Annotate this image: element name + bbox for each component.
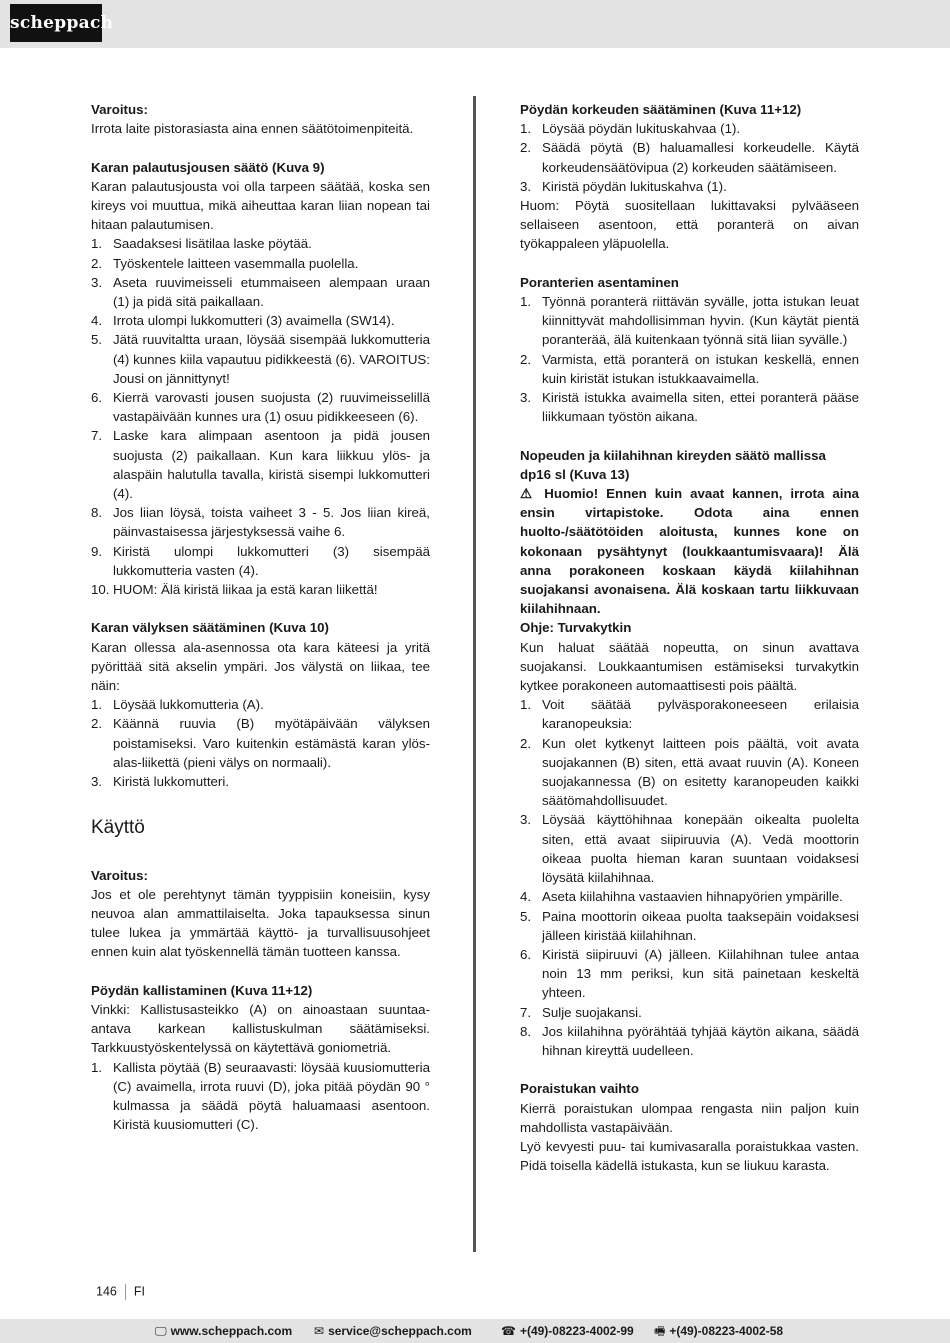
list-text: Kiristä siipiruuvi (A) jälleen. Kiilahihnan tulee antaa noin 13 mm periksi, kun sitä painetaan keskeltä yhteen. [542,946,859,1001]
list-item [520,734,859,811]
list-number: 2. [520,351,532,367]
list-text: Työskentele laitteen vasemmalla puolella. [113,255,359,271]
section-heading: Karan palautusjousen säätö (Kuva 9) [91,159,325,175]
header-bar [0,0,950,48]
list-text: Sulje suojakansi. [542,1004,642,1020]
section [91,981,430,1135]
paragraph: Kun haluat säätää nopeutta, on sinun avattava suojakansi. Loukkaantumisen estämiseksi turvakytkin kytkee porakoneen automaattisesti pois päältä. [520,639,859,694]
list-item [91,388,430,426]
list-text: Varmista, että poranterä on istukan keskellä, ennen kuin kiristät istukan istukkaavaimella. [542,351,859,386]
website-contact[interactable] [155,1319,292,1343]
list-text: Kiristä ulompi lukkomutteri (3) sisempää lukkomutteria vasten (4). [113,543,430,578]
numbered-list [91,1058,430,1135]
list-number: 5. [91,332,103,348]
email-link[interactable]: service@scheppach.com [328,1324,472,1338]
list-number: 2. [91,716,103,732]
contact-bar [0,1319,950,1343]
list-number: 1. [520,697,532,713]
section-subheading: Ohje: Turvakytkin [520,620,632,636]
list-text: Saadaksesi lisätilaa laske pöytää. [113,236,312,252]
mail-icon: ✉ [314,1324,325,1338]
paragraph: Vinkki: Kallistusasteikko (A) on ainoastaan suuntaa-antava karkean kallistuskulman säätämiseksi. Tarkkuustyöskentelyssä on käytettävä goniometriä. [91,1002,430,1056]
list-number: 2. [91,255,103,271]
list-item [520,945,859,1003]
list-text: Työnnä poranterä riittävän syvälle, jotta istukan leuat kiinnittyvät mahdollisimman hyvin. (Kun käytät pientä poranterää, älä kuitenkaan työnnä sitä liian syvälle.) [542,294,859,348]
list-text: Kierrä varovasti jousen suojusta (2) ruuvimeisselillä vastapäivään kunnes ura (1) osuu pidikkeeseen (6). [113,390,430,425]
list-number: 10. [91,582,110,598]
phone-icon: ☎ [501,1324,516,1338]
list-number: 8. [520,1023,532,1039]
list-item [91,580,430,599]
list-text: Kallista pöytää (B) seuraavasti: löysää kuusiomutteria (C) avaimella, irrota ruuvi (D), joka pitää pöydän 90 ° kulmassa ja säädä pöytä haluamaasi asentoon. Kiristä kuusiomutteri (C). [113,1059,430,1133]
paragraph: Karan palautusjousta voi olla tarpeen säätää, koska sen kireys voi muuttua, mikä aiheuttaa karan liian nopean tai hitaan palautumisen. [91,178,430,233]
fax-icon: 🖷 [654,1324,666,1338]
list-number: 1. [520,121,532,137]
list-number: 9. [91,543,103,559]
numbered-list [91,695,430,791]
section-heading: Varoitus: [91,867,148,883]
list-text: Laske kara alimpaan asentoon ja pidä jousen suojusta (2) paikallaan. Kun kara liikkuu ylös- ja alaspäin halutulla tavalla, kiristä sisempi lukkomutteri (4). [113,428,430,502]
list-text: HUOM: Älä kiristä liikaa ja estä karan liikettä! [113,582,378,598]
list-number: 3. [91,274,103,290]
list-item [91,311,430,330]
list-text: Löysää lukkomutteria (A). [113,697,264,713]
list-text: Kiristä lukkomutteri. [113,774,230,790]
section [91,158,430,600]
list-item [520,292,859,350]
email-contact[interactable] [314,1319,472,1343]
list-number: 3. [91,774,103,790]
list-number: 6. [520,946,532,962]
section [91,866,430,962]
phone-number: +(49)-08223-4002-99 [519,1324,634,1338]
list-text: Voit säätää pylväsporakoneeseen erilaisia karanopeuksia: [542,697,859,732]
section [520,273,859,427]
list-item [520,810,859,887]
warning-text: ⚠ Huomio! Ennen kuin avaat kannen, irrota aina ensin virtapistoke. Odota aina ennen huolto-/säätötöiden aloitusta, kunnes kone on kokonaan pysähtynyt (loukkaantumisvaara)! Älä anna porakoneen koskaan käydä kiilahihnan suojakansi avonaisena. Älä koskaan tartu liikkuvaan kiilahihnaan. [520,486,859,617]
footer-separator [125,1284,126,1300]
chapter-heading: Käyttö [91,817,145,839]
left-column [91,100,430,1134]
list-text: Aseta kiilahihna vastaavien hihnapyörien ympärille. [542,889,843,905]
list-number: 3. [520,812,532,828]
list-item [520,350,859,388]
numbered-list [91,234,430,599]
list-text: Jätä ruuvitaltta uraan, löysää sisempää lukkomutteria (4) kunnes kiila vapautuu pidikkeestä (6). VAROITUS: Jousi on jännittynyt! [113,332,430,386]
list-number: 7. [520,1004,532,1020]
list-number: 4. [520,889,532,905]
list-item [91,273,430,311]
list-number: 3. [520,178,532,194]
list-item [91,695,430,714]
list-number: 1. [91,697,103,713]
list-item [91,542,430,580]
list-number: 6. [91,390,103,406]
list-item [91,234,430,253]
page-footer [96,1284,145,1300]
list-number: 2. [520,140,532,156]
phone-contact [501,1319,634,1343]
list-item [520,695,859,733]
section [520,1079,859,1175]
list-text: Paina moottorin oikeaa puolta taaksepäin voidaksesi jälleen kiristää kiilahihnan. [542,908,859,943]
fax-contact [654,1319,783,1343]
list-text: Löysää käyttöhihnaa konepään oikealta puolelta siten, että avaat siipiruuvia (A). Vedä moottorin oikeaa puolta hieman karan suuntaan voidaksesi löysätä kiilahihnaa. [542,812,859,886]
list-item [520,388,859,426]
monitor-icon: 🖵 [155,1324,167,1338]
section [91,100,430,138]
fax-number: +(49)-08223-4002-58 [669,1324,784,1338]
page-number: 146 [96,1284,117,1299]
paragraph: Lyö kevyesti puu- tai kumivasaralla poraistukkaa vasten. Pidä toisella kädellä istukasta, kun se liukuu karasta. [520,1138,859,1174]
section [520,446,859,1061]
list-text: Kun olet kytkenyt laitteen pois päältä, voit avata suojakannen (B) siten, että avaat ruuvin (A). Koneen suojakannessa (B) on esitetty karanopeuden kaikki säätömahdollisuudet. [542,735,859,809]
list-number: 1. [520,294,532,310]
list-text: Käännä ruuvia (B) myötäpäivään välyksen poistamiseksi. Varo kuitenkin estämästä karan ylös-alas-liikettä (pieni välys on normaali). [113,716,430,770]
section-heading: Varoitus: [91,102,148,117]
list-number: 1. [91,1059,103,1075]
section-heading: Pöydän kallistaminen (Kuva 11+12) [91,982,313,998]
paragraph: Jos et ole perehtynyt tämän tyyppisiin koneisiin, kysy neuvoa alan ammattilaiselta. Joka tapauksessa sinun tulee lukea ja ymmärtää käyttö- ja turvallisuusohjeet ennen kuin alat työskennellä tämän tuotteen kanssa. [91,886,430,960]
list-item [520,119,859,138]
list-item [91,772,430,791]
list-item [91,714,430,772]
right-column [520,100,859,1175]
list-text: Aseta ruuvimeisseli etummaiseen alempaan uraan (1) ja pidä sitä paikallaan. [113,274,430,310]
list-item [520,1003,859,1022]
paragraph: Karan ollessa ala-asennossa ota kara käteesi ja yritä pyörittää sitä akselin ympäri. Jos välystä on liikaa, tee näin: [91,639,430,694]
list-number: 7. [91,428,103,444]
section-heading: Pöydän korkeuden säätäminen (Kuva 11+12) [520,102,802,117]
list-item [91,426,430,503]
list-item [520,138,859,176]
list-number: 3. [520,390,532,406]
language-code: FI [133,1284,145,1299]
list-text: Kiristä istukka avaimella siten, ettei poranterä pääse liikkumaan työstön aikana. [542,390,859,425]
paragraph: Kierrä poraistukan ulompaa rengasta niin paljon kuin mahdollista vastapäivään. [520,1100,859,1135]
list-text: Säädä pöytä (B) haluamallesi korkeudelle. Käytä korkeudensäätövipua (2) korkeuden säätämiseen. [542,140,859,175]
list-text: Kiristä pöydän lukituskahva (1). [542,178,727,194]
list-number: 1. [91,236,103,252]
list-text: Löysää pöydän lukituskahvaa (1). [542,121,741,137]
list-item [520,907,859,945]
paragraph: Irrota laite pistorasiasta aina ennen säätötoimenpiteitä. [91,121,414,137]
list-text: Jos kiilahihna pyörähtää tyhjää käytön aikana, säädä hihnan kireyttä uudelleen. [542,1023,859,1058]
list-text: Jos liian löysä, toista vaiheet 3 - 5. Jos liian kireä, päinvastaisessa järjestyksessä vaihe 6. [113,505,430,540]
scheppach-logo: scheppach [10,4,102,42]
website-link[interactable]: www.scheppach.com [170,1324,293,1338]
note-paragraph: Huom: Pöytä suositellaan lukittavaksi pylvääseen sellaiseen asentoon, että poranterä on aivan työkappaleen yläpuolella. [520,198,859,252]
section-heading: Nopeuden ja kiilahihnan kireyden säätö mallissa dp16 sl (Kuva 13) [520,447,826,482]
section-heading: Poraistukan vaihto [520,1081,639,1097]
section [91,618,430,791]
list-number: 8. [91,505,103,521]
list-item [520,1022,859,1060]
section-heading: Karan välyksen säätäminen (Kuva 10) [91,620,329,636]
list-item [91,503,430,541]
numbered-list [520,292,859,426]
numbered-list [520,119,859,196]
section [520,100,859,254]
list-item [520,177,859,196]
list-item [91,330,430,388]
list-number: 5. [520,908,532,924]
list-number: 4. [91,313,103,329]
section-heading: Poranterien asentaminen [520,274,679,290]
list-item [91,254,430,273]
column-divider [473,96,476,1252]
list-item [91,1058,430,1135]
numbered-list [520,695,859,1060]
list-text: Irrota ulompi lukkomutteri (3) avaimella (SW14). [113,313,395,329]
list-number: 2. [520,735,532,751]
list-item [520,887,859,906]
